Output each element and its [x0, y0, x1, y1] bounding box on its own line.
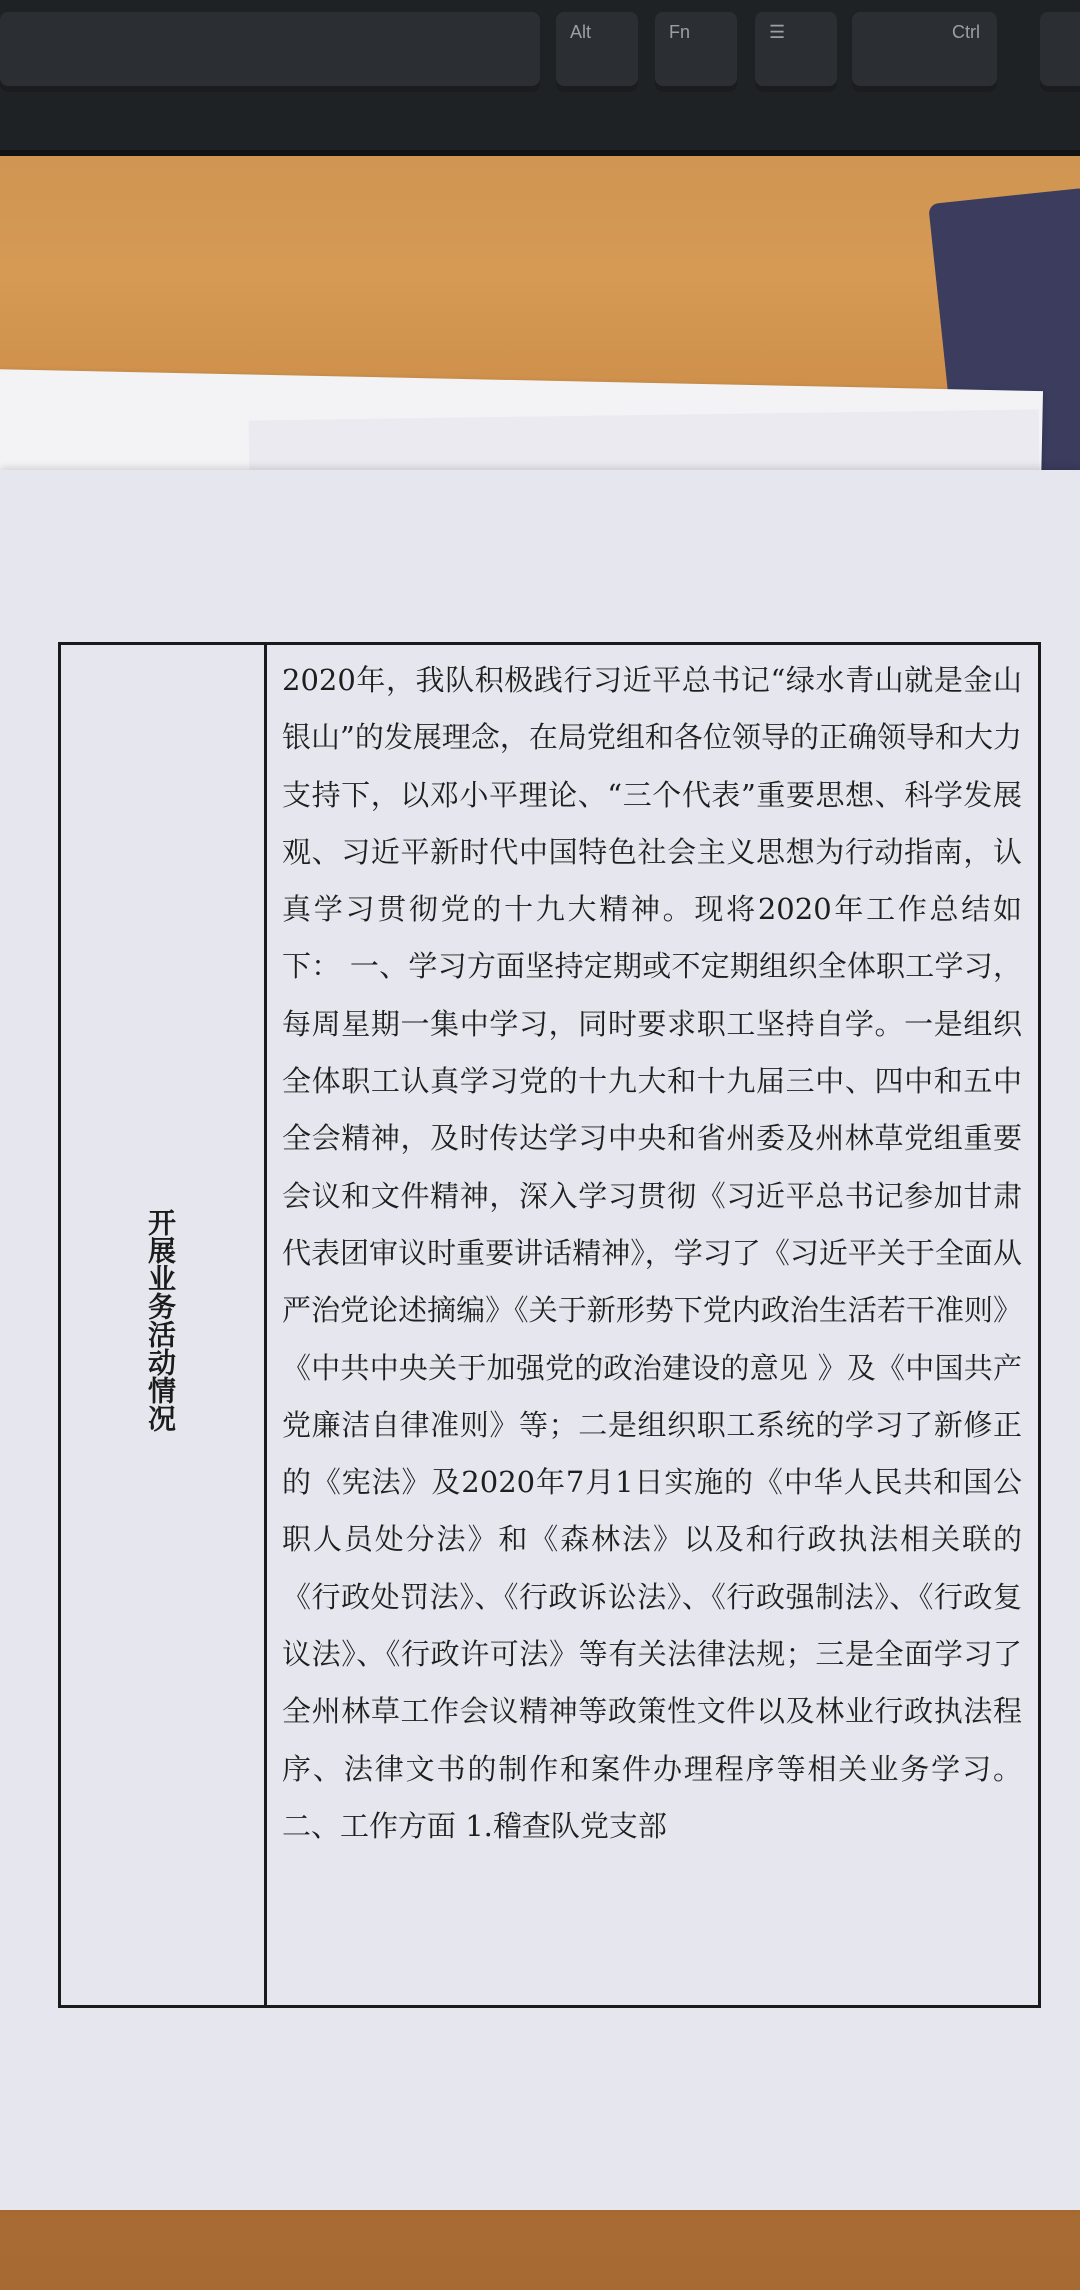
row-label: 开展业务活动情况 — [144, 1208, 177, 1432]
alt-key: Alt — [556, 12, 638, 92]
ctrl-key: Ctrl — [852, 12, 997, 92]
content-paragraph: 2020年，我队积极践行习近平总书记“绿水青山就是金山银山”的发展理念，在局党组和各位领导的正确领导和大力支持下，以邓小平理论、“三个代表”重要思想、科学发展观、习近平新时代中国特色社会主义思想为行动指南，认真学习贯彻党的十九大精神。现将2020年工作总结如下： 一、学习方面坚持定期或不定期组织全体职工学习，每周星期一集中学习，同时要求职工坚持自学。一是组织全体职工认真学习党的十九大和十九届三中、四中和五中全会精神，及时传达学习中央和省州委及州林草党组重要会议和文件精神，深入学习贯彻《习近平总书记参加甘肃代表团审议时重要讲话精神》，学习了《习近平关于全面从严治党论述摘编》《关于新形势下党内政治生活若干准则》《中共中央关于加强党的政治建设的意见 》及《中国共产党廉洁自律准则》等；二是组织职工系统的学习了新修正的《宪法》及2020年7月1日实施的《中华人民共和国公职人员处分法》和《森林法》以及和行政执法相关联的《行政处罚法》、《行政诉讼法》、《行政强制法》、《行政复议法》、《行政许可法》等有关法律法规；三是全面学习了全州林草工作会议精神等政策性文件以及林业行政执法程序、法律文书的制作和案件办理程序等相关业务学习。二、工作方面 1.稽查队党支部 — [282, 663, 1022, 1843]
fn-key: Fn — [655, 12, 737, 92]
menu-key: ☰ — [755, 12, 837, 92]
spacebar-key — [0, 12, 540, 92]
table-content — [282, 652, 1022, 1855]
table-column-divider — [264, 642, 267, 2008]
arrow-key — [1040, 12, 1080, 92]
keyboard — [0, 0, 1080, 156]
